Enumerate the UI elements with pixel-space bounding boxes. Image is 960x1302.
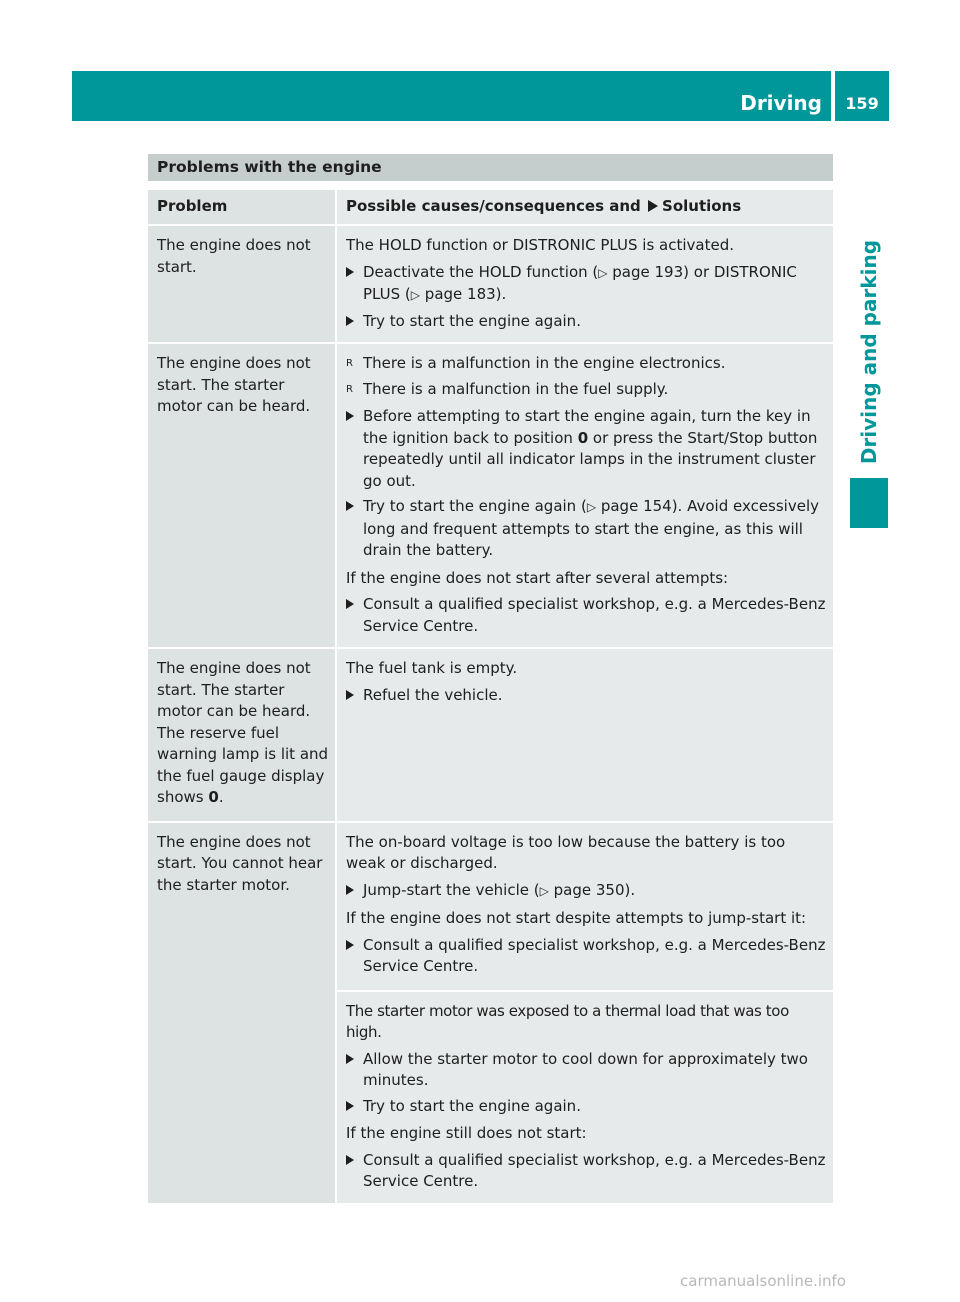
bullet-icon: R: [346, 358, 353, 369]
page-ref-icon: ▷: [598, 265, 608, 280]
bullet-icon: R: [346, 383, 353, 395]
note-text: If the engine still does not start:: [346, 1124, 587, 1142]
cause-text: The HOLD function or DISTRONIC PLUS is activated.: [346, 236, 734, 254]
problems-table: [148, 154, 833, 1203]
page-ref-icon: ▷: [410, 288, 421, 302]
header-problem: Problem: [148, 190, 335, 224]
solution-cell: [335, 649, 833, 821]
table-row: [148, 342, 833, 647]
list-item: Allow the starter motor to cool down for approximately two minutes.: [346, 1049, 827, 1092]
side-tab-marker: [850, 478, 888, 528]
solution-cell: [335, 226, 833, 342]
problem-cell: The engine does not start. The starter motor can be heard.: [148, 344, 335, 647]
list-item: Consult a qualified specialist workshop, e.g. a Mercedes-Benz Service Centre.: [346, 1150, 827, 1193]
page-number: 159: [845, 94, 879, 113]
list-item: Before attempting to start the engine again, turn the key in the ignition back to position 0 or press the Start/Stop button repeatedly until all indicator lamps in the instrument cluster go out.: [346, 406, 827, 492]
section-title: Driving: [740, 91, 822, 115]
list-item: Try to start the engine again.: [346, 311, 827, 333]
table-header-row: [148, 190, 833, 224]
arrow-right-icon: [346, 1054, 354, 1064]
page-ref-icon: ▷: [539, 883, 549, 898]
problem-cell: The engine does not start. The starter motor can be heard. The reserve fuel warning lamp is lit and the fuel gauge display shows 0.: [148, 649, 335, 821]
list-item: Consult a qualified specialist workshop, e.g. a Mercedes-Benz Service Centre.: [346, 594, 827, 637]
problem-cell: The engine does not start. You cannot hear the starter motor.: [148, 823, 335, 1203]
arrow-right-icon: [346, 1101, 354, 1111]
table-row: [148, 647, 833, 821]
arrow-right-icon: [346, 940, 354, 950]
list-item: Jump-start the vehicle (▷ page 350).: [346, 880, 827, 903]
solution-cell: [335, 823, 833, 1203]
list-item: R There is a malfunction in the engine electronics.: [346, 353, 827, 375]
table-title: Problems with the engine: [148, 154, 833, 181]
table-row: [148, 224, 833, 342]
arrow-right-icon: [346, 501, 354, 511]
arrow-right-icon: [346, 885, 354, 895]
table-row: [148, 821, 833, 1203]
list-item: Refuel the vehicle.: [346, 685, 827, 707]
arrow-right-icon: [346, 267, 354, 277]
list-item: Try to start the engine again.: [346, 1096, 827, 1118]
cause-text: The on-board voltage is too low because the battery is too weak or discharged.: [346, 832, 786, 872]
key-position: 0: [577, 428, 589, 447]
arrow-right-icon: [346, 1155, 354, 1165]
cause-text: The starter motor was exposed to a thermal load that was too high.: [346, 1001, 789, 1041]
problem-cell: The engine does not start.: [148, 226, 335, 342]
arrow-right-icon: [346, 690, 354, 700]
watermark: carmanualsonline.info: [680, 1272, 846, 1290]
page-ref-icon: ▷: [586, 500, 597, 514]
list-item: R There is a malfunction in the fuel supply.: [346, 379, 827, 401]
note-text: If the engine does not start despite attempts to jump-start it:: [346, 909, 807, 927]
arrow-right-icon: [346, 411, 354, 421]
solution-cell: [335, 344, 833, 647]
header-solutions: Possible causes/consequences and Solutions: [335, 190, 833, 224]
arrow-right-icon: [346, 599, 354, 609]
note-text: If the engine does not start after several attempts:: [346, 568, 729, 587]
cause-text: The fuel tank is empty.: [346, 659, 518, 677]
list-item: Consult a qualified specialist workshop, e.g. a Mercedes-Benz Service Centre.: [346, 935, 827, 978]
side-tab: [850, 236, 888, 468]
side-tab-label: Driving and parking: [857, 239, 881, 465]
arrow-right-icon: [346, 316, 354, 326]
page-header-bar: [72, 71, 889, 121]
arrow-right-icon: [648, 200, 658, 212]
list-item: Try to start the engine again (▷ page 154). Avoid excessively long and frequent attempts to start the engine, as this will drain the battery.: [346, 496, 827, 562]
list-item: Deactivate the HOLD function (▷ page 193) or DISTRONIC PLUS (▷ page 183).: [346, 262, 827, 307]
